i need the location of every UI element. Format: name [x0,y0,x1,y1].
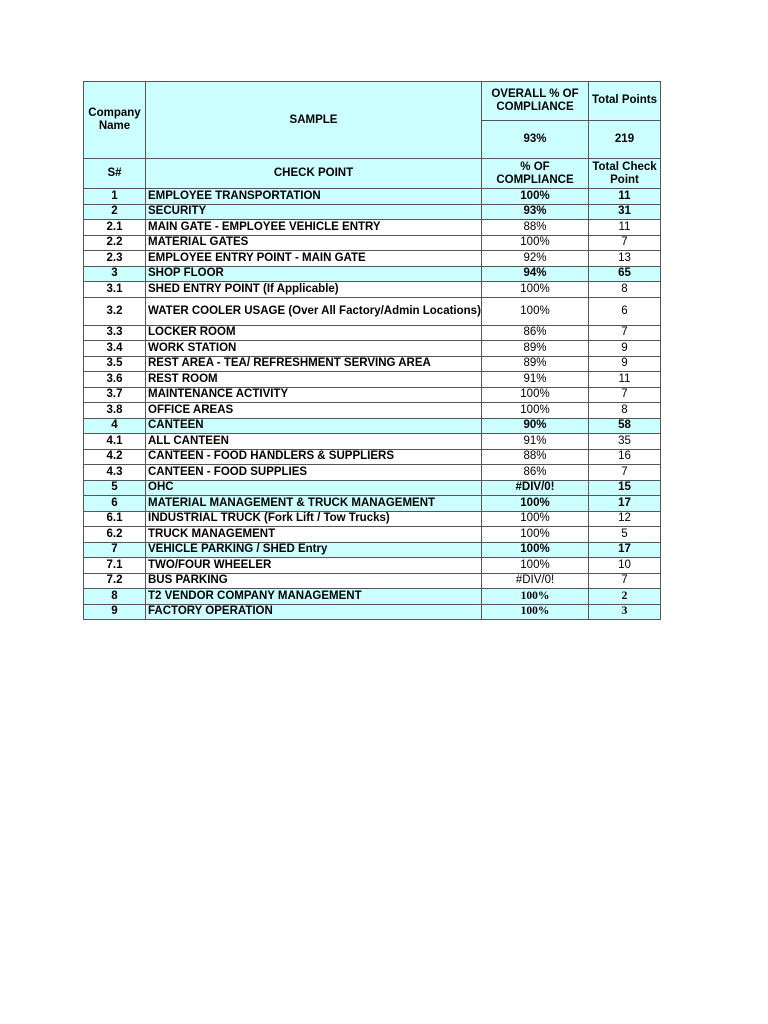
row-check-point: LOCKER ROOM [146,325,482,341]
row-sno: 7.1 [84,558,146,574]
row-sno: 1 [84,189,146,205]
row-check-point: REST AREA - TEA/ REFRESHMENT SERVING AREA [146,356,482,372]
row-check-point: WORK STATION [146,341,482,357]
row-total-check-point: 7 [589,465,661,481]
row-check-point: MATERIAL MANAGEMENT & TRUCK MANAGEMENT [146,496,482,512]
row-total-check-point: 11 [589,220,661,236]
row-compliance: 100% [482,282,589,298]
row-compliance: 89% [482,341,589,357]
row-check-point: EMPLOYEE TRANSPORTATION [146,189,482,205]
row-total-check-point: 13 [589,251,661,267]
row-sno: 3.5 [84,356,146,372]
row-compliance: 100% [482,387,589,403]
table-row [84,542,661,558]
table-header [84,82,661,189]
row-compliance: #DIV/0! [482,573,589,589]
row-compliance: 100% [482,403,589,419]
row-sno: 2.1 [84,220,146,236]
row-check-point: CANTEEN [146,418,482,434]
row-sno: 2.2 [84,235,146,251]
row-compliance: 86% [482,465,589,481]
row-check-point: SHED ENTRY POINT (If Applicable) [146,282,482,298]
row-total-check-point: 17 [589,542,661,558]
row-check-point: INDUSTRIAL TRUCK (Fork Lift / Tow Trucks) [146,511,482,527]
row-check-point: CANTEEN - FOOD SUPPLIES [146,465,482,481]
row-compliance: 100% [482,542,589,558]
row-total-check-point: 65 [589,266,661,282]
row-sno: 9 [84,604,146,620]
row-total-check-point: 6 [589,297,661,325]
row-compliance: 100% [482,496,589,512]
row-sno: 4 [84,418,146,434]
row-total-check-point: 31 [589,204,661,220]
row-compliance: 91% [482,434,589,450]
table-row [84,418,661,434]
row-total-check-point: 15 [589,480,661,496]
table-row [84,573,661,589]
row-sno: 3.3 [84,325,146,341]
row-check-point: CANTEEN - FOOD HANDLERS & SUPPLIERS [146,449,482,465]
table-row [84,496,661,512]
row-check-point: ALL CANTEEN [146,434,482,450]
table-row [84,449,661,465]
row-total-check-point: 11 [589,372,661,388]
row-check-point: MAIN GATE - EMPLOYEE VEHICLE ENTRY [146,220,482,236]
row-total-check-point: 7 [589,573,661,589]
row-total-check-point: 2 [589,589,661,605]
column-header-total-check-point: Total Check Point [589,159,661,189]
table-row [84,604,661,620]
row-check-point: OHC [146,480,482,496]
table-row [84,387,661,403]
row-compliance: 93% [482,204,589,220]
row-total-check-point: 7 [589,325,661,341]
row-check-point: REST ROOM [146,372,482,388]
row-sno: 3 [84,266,146,282]
row-total-check-point: 9 [589,356,661,372]
row-check-point: SECURITY [146,204,482,220]
row-sno: 2 [84,204,146,220]
table-row [84,434,661,450]
row-compliance: 100% [482,604,589,620]
row-sno: 8 [84,589,146,605]
row-check-point: TWO/FOUR WHEELER [146,558,482,574]
row-sno: 6.2 [84,527,146,543]
row-total-check-point: 7 [589,387,661,403]
row-compliance: 91% [482,372,589,388]
row-total-check-point: 7 [589,235,661,251]
table-row [84,204,661,220]
row-total-check-point: 5 [589,527,661,543]
row-check-point: OFFICE AREAS [146,403,482,419]
overall-compliance-value: 93% [482,120,589,159]
row-total-check-point: 58 [589,418,661,434]
row-total-check-point: 16 [589,449,661,465]
row-compliance: 89% [482,356,589,372]
row-compliance: 90% [482,418,589,434]
row-sno: 3.7 [84,387,146,403]
table-row [84,220,661,236]
row-check-point: VEHICLE PARKING / SHED Entry [146,542,482,558]
total-points-value: 219 [589,120,661,159]
overall-compliance-label: OVERALL % OF COMPLIANCE [482,82,589,121]
row-total-check-point: 8 [589,282,661,298]
row-compliance: 100% [482,527,589,543]
company-name-value: SAMPLE [146,82,482,159]
table-row [84,266,661,282]
company-name-label: Company Name [84,82,146,159]
row-sno: 3.4 [84,341,146,357]
row-compliance: #DIV/0! [482,480,589,496]
row-compliance: 88% [482,220,589,236]
row-compliance: 86% [482,325,589,341]
row-check-point: MATERIAL GATES [146,235,482,251]
table-row [84,372,661,388]
table-row [84,325,661,341]
compliance-table [83,81,661,620]
row-total-check-point: 17 [589,496,661,512]
row-sno: 6 [84,496,146,512]
row-total-check-point: 12 [589,511,661,527]
table-row [84,403,661,419]
table-row [84,527,661,543]
table-row [84,356,661,372]
row-sno: 3.6 [84,372,146,388]
row-total-check-point: 9 [589,341,661,357]
row-total-check-point: 11 [589,189,661,205]
table-row [84,251,661,267]
table-row [84,282,661,298]
row-sno: 6.1 [84,511,146,527]
row-sno: 3.1 [84,282,146,298]
table-row [84,511,661,527]
column-header-check-point: CHECK POINT [146,159,482,189]
row-compliance: 100% [482,558,589,574]
row-check-point: TRUCK MANAGEMENT [146,527,482,543]
row-check-point: MAINTENANCE ACTIVITY [146,387,482,403]
table-row [84,480,661,496]
row-compliance: 100% [482,189,589,205]
table-body [84,189,661,620]
row-compliance: 100% [482,511,589,527]
table-row [84,589,661,605]
row-sno: 7.2 [84,573,146,589]
column-header-sno: S# [84,159,146,189]
row-total-check-point: 8 [589,403,661,419]
row-sno: 2.3 [84,251,146,267]
table-row [84,558,661,574]
row-check-point: WATER COOLER USAGE (Over All Factory/Admin Locations) [146,297,482,325]
row-check-point: SHOP FLOOR [146,266,482,282]
row-check-point: BUS PARKING [146,573,482,589]
row-sno: 5 [84,480,146,496]
table-row [84,297,661,325]
row-total-check-point: 3 [589,604,661,620]
column-header-compliance: % OF COMPLIANCE [482,159,589,189]
row-sno: 4.3 [84,465,146,481]
table-row [84,189,661,205]
row-check-point: FACTORY OPERATION [146,604,482,620]
row-sno: 3.2 [84,297,146,325]
row-total-check-point: 10 [589,558,661,574]
row-sno: 3.8 [84,403,146,419]
row-compliance: 94% [482,266,589,282]
row-sno: 4.1 [84,434,146,450]
table-row [84,341,661,357]
row-sno: 4.2 [84,449,146,465]
row-total-check-point: 35 [589,434,661,450]
row-check-point: T2 VENDOR COMPANY MANAGEMENT [146,589,482,605]
row-compliance: 100% [482,589,589,605]
total-points-label: Total Points [589,82,661,121]
table-row [84,465,661,481]
row-sno: 7 [84,542,146,558]
row-check-point: EMPLOYEE ENTRY POINT - MAIN GATE [146,251,482,267]
row-compliance: 100% [482,235,589,251]
row-compliance: 88% [482,449,589,465]
row-compliance: 92% [482,251,589,267]
table-row [84,235,661,251]
row-compliance: 100% [482,297,589,325]
